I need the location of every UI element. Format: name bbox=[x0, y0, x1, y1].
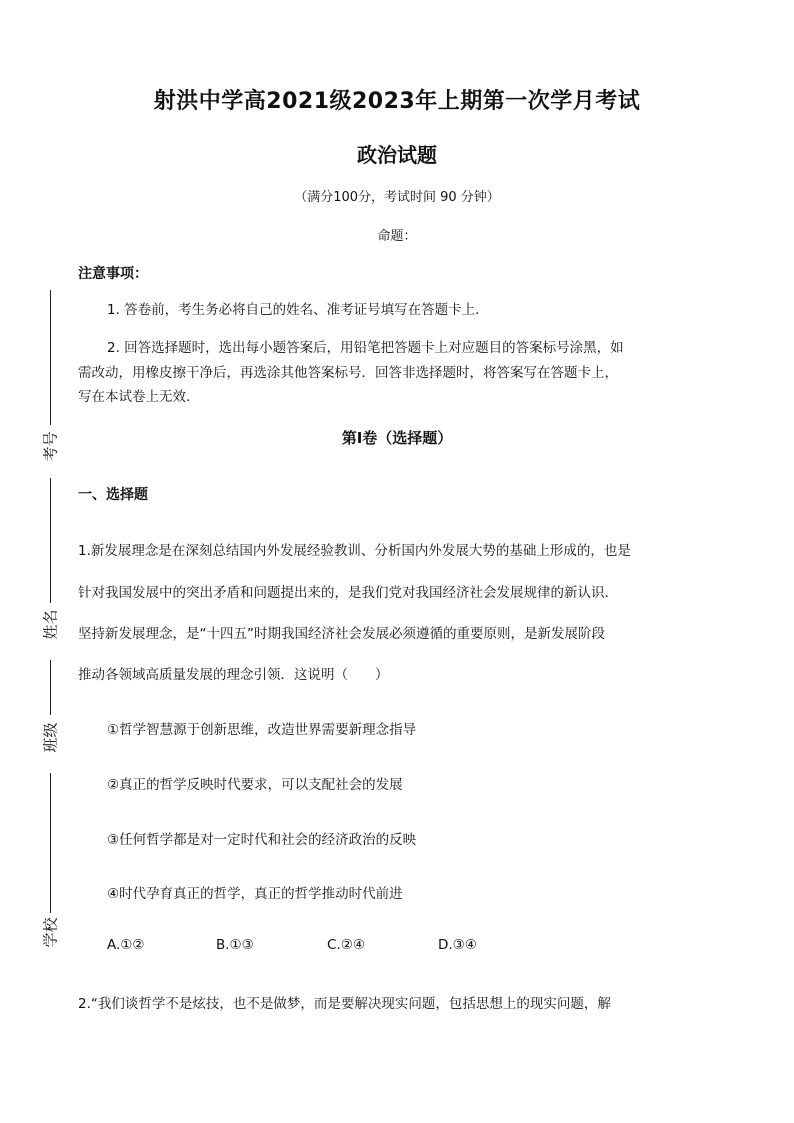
exam-info: （满分100分，考试时间 90 分钟） bbox=[294, 190, 500, 205]
margin-label-name: 姓名 bbox=[41, 609, 60, 640]
q1-choice-d: D.③④ bbox=[438, 937, 477, 953]
subject-title: 政治试题 bbox=[357, 143, 437, 167]
notice-item-2-line-3: 写在本试卷上无效． bbox=[78, 389, 200, 405]
volume-title: 第Ⅰ卷（选择题） bbox=[341, 429, 453, 447]
margin-line-name bbox=[50, 478, 51, 603]
margin-line-exam-no bbox=[50, 290, 51, 425]
exam-title: 射洪中学高2021级2023年上期第一次学月考试 bbox=[153, 89, 641, 114]
q1-line-3: 坚持新发展理念，是“十四五”时期我国经济社会发展必须遵循的重要原则，是新发展阶段 bbox=[78, 626, 605, 642]
q1-line-2: 针对我国发展中的突出矛盾和问题提出来的，是我们党对我国经济社会发展规律的新认识． bbox=[78, 585, 618, 601]
notice-item-2-line-1: 2. 回答选择题时，选出每小题答案后，用铅笔把答题卡上对应题目的答案标号涂黑，如 bbox=[107, 340, 624, 356]
q1-line-4: 推动各领域高质量发展的理念引领．这说明（ ） bbox=[78, 667, 389, 683]
notice-item-2-line-2: 需改动，用橡皮擦干净后，再选涂其他答案标号．回答非选择题时，将答案写在答题卡上， bbox=[78, 365, 618, 381]
q1-choice-b: B.①③ bbox=[216, 937, 254, 953]
q1-option-3: ③任何哲学都是对一定时代和社会的经济政治的反映 bbox=[107, 832, 417, 848]
q1-option-1: ①哲学智慧源于创新思维，改造世界需要新理念指导 bbox=[107, 722, 417, 738]
q1-option-4: ④时代孕育真正的哲学，真正的哲学推动时代前进 bbox=[107, 886, 403, 902]
q1-option-2: ②真正的哲学反映时代要求，可以支配社会的发展 bbox=[107, 777, 403, 793]
q2-line-1: 2.“我们谈哲学不是炫技，也不是做梦，而是要解决现实问题，包括思想上的现实问题，解 bbox=[78, 996, 611, 1012]
margin-line-school bbox=[50, 773, 51, 913]
author-line: 命题： bbox=[377, 229, 417, 244]
margin-label-class: 班级 bbox=[41, 722, 60, 753]
notice-heading: 注意事项： bbox=[78, 266, 148, 282]
margin-label-school: 学校 bbox=[41, 917, 60, 948]
notice-item-1: 1. 答卷前，考生务必将自己的姓名、准考证号填写在答题卡上． bbox=[107, 302, 489, 318]
margin-line-class bbox=[50, 660, 51, 715]
q1-choice-c: C.②④ bbox=[327, 937, 365, 953]
part-title: 一、选择题 bbox=[78, 487, 148, 503]
margin-label-exam-no: 考号 bbox=[41, 431, 60, 462]
q1-line-1: 1.新发展理念是在深刻总结国内外发展经验教训、分析国内外发展大势的基础上形成的，也是 bbox=[78, 543, 631, 559]
q1-choice-a: A.①② bbox=[107, 937, 145, 953]
